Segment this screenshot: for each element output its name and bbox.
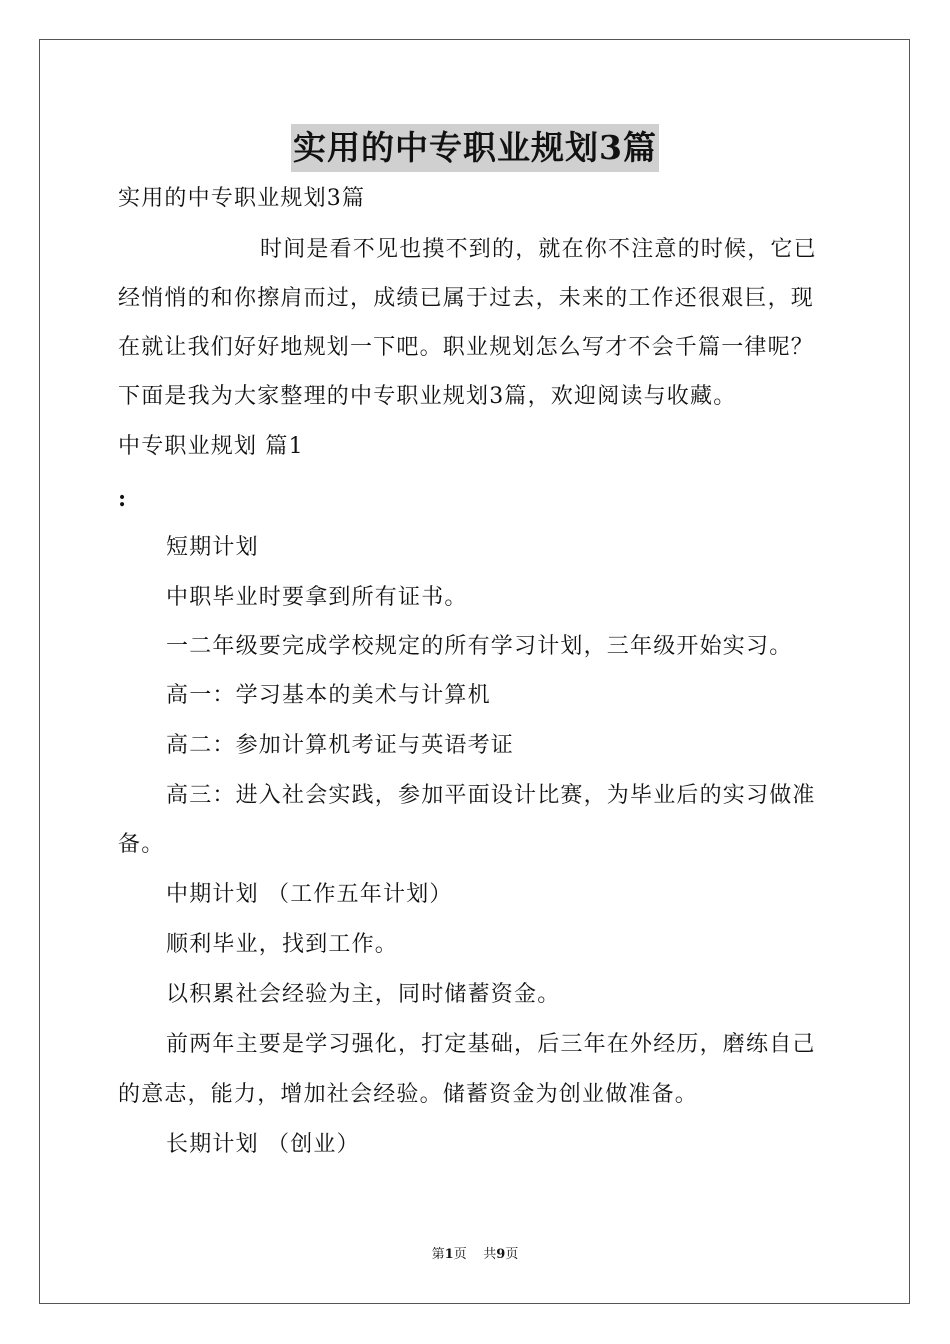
short-term-line-4: 高二：参加计算机考证与英语考证 <box>166 733 515 758</box>
short-term-line-2: 一二年级要完成学校规定的所有学习计划，三年级开始实习。 <box>166 634 793 659</box>
mid-term-line-3a: 前两年主要是学习强化，打定基础，后三年在外经历，磨练自己 <box>166 1032 816 1057</box>
short-term-line-5a: 高三：进入社会实践，参加平面设计比赛，为毕业后的实习做准 <box>166 783 816 808</box>
page-border <box>39 39 910 1304</box>
mid-term-heading: 中期计划 （工作五年计划） <box>166 882 453 907</box>
title-container <box>0 124 950 172</box>
footer-total-prefix: 共 <box>483 1247 497 1262</box>
footer-total-unit: 页 <box>505 1247 519 1262</box>
footer-page-unit: 页 <box>453 1247 467 1262</box>
short-term-heading: 短期计划 <box>166 535 259 560</box>
intro-line-1: 时间是看不见也摸不到的，就在你不注意的时候，它已 <box>260 237 817 262</box>
short-term-line-3: 高一：学习基本的美术与计算机 <box>166 683 491 708</box>
intro-line-3: 在就让我们好好地规划一下吧。职业规划怎么写才不会千篇一律呢？ <box>118 335 815 360</box>
section1-heading: 中专职业规划 篇1 <box>118 434 304 459</box>
document-title: 实用的中专职业规划3篇 <box>291 124 659 172</box>
footer-page-number: 1 <box>444 1247 454 1262</box>
section1-colon: : <box>118 486 128 512</box>
long-term-heading: 长期计划 （创业） <box>166 1132 360 1157</box>
short-term-line-1: 中职毕业时要拿到所有证书。 <box>166 585 468 610</box>
mid-term-line-1: 顺利毕业，找到工作。 <box>166 932 399 957</box>
short-term-line-5b: 备。 <box>118 832 165 857</box>
mid-term-line-2: 以积累社会经验为主，同时储蓄资金。 <box>166 982 561 1007</box>
intro-line-2: 经悄悄的和你擦肩而过，成绩已属于过去，未来的工作还很艰巨，现 <box>118 286 815 311</box>
footer-total-pages: 9 <box>496 1247 506 1262</box>
footer-prefix: 第 <box>431 1247 445 1262</box>
intro-line-4: 下面是我为大家整理的中专职业规划3篇，欢迎阅读与收藏。 <box>118 384 737 409</box>
mid-term-line-3b: 的意志，能力，增加社会经验。储蓄资金为创业做准备。 <box>118 1082 699 1107</box>
page-footer <box>0 1246 950 1264</box>
document-subtitle: 实用的中专职业规划3篇 <box>118 186 366 211</box>
